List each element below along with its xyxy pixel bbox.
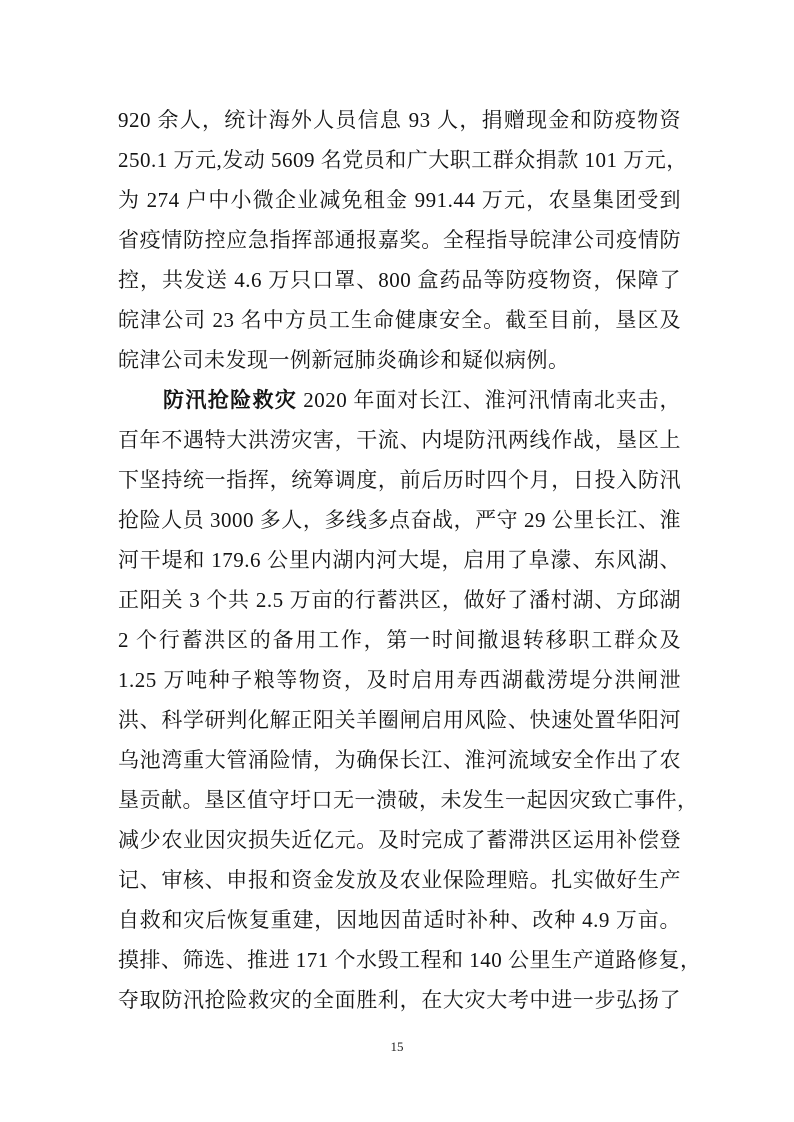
text-line: 920 余人，统计海外人员信息 93 人，捐赠现金和防疫物资 (118, 108, 681, 132)
text-line: 皖津公司未发现一例新冠肺炎确诊和疑似病例。 (118, 348, 570, 372)
text-line: 控，共发送 4.6 万只口罩、800 盒药品等防疫物资，保障了 (118, 268, 681, 292)
text-line: 洪、科学研判化解正阳关羊圈闸启用风险、快速处置华阳河 (118, 708, 681, 732)
text-line: 下坚持统一指挥，统筹调度，前后历时四个月，日投入防汛 (118, 468, 681, 492)
text-line: 2 个行蓄洪区的备用工作，第一时间撤退转移职工群众及 (118, 628, 681, 652)
text-block (118, 100, 702, 1020)
text-line: 减少农业因灾损失近亿元。及时完成了蓄滞洪区运用补偿登 (118, 828, 681, 852)
text-line: 乌池湾重大管涌险情，为确保长江、淮河流域安全作出了农 (118, 748, 681, 772)
text-line: 皖津公司 23 名中方员工生命健康安全。截至目前，垦区及 (118, 308, 681, 332)
paragraph-heading: 防汛抢险救灾 (163, 388, 298, 412)
text-line: 250.1 万元,发动 5609 名党员和广大职工群众捐款 101 万元， (118, 148, 688, 172)
text-line: 百年不遇特大洪涝灾害，干流、内堤防汛两线作战，垦区上 (118, 428, 681, 452)
text-line: 自救和灾后恢复重建，因地因苗适时补种、改种 4.9 万亩。 (118, 908, 681, 932)
text-line: 抢险人员 3000 多人，多线多点奋战，严守 29 公里长江、淮 (118, 508, 681, 532)
text-line: 摸排、筛选、推进 171 个水毁工程和 140 公里生产道路修复， (118, 948, 702, 972)
text-line: 垦贡献。垦区值守圩口无一溃破，未发生一起因灾致亡事件， (118, 788, 699, 812)
text-line: 1.25 万吨种子粮等物资，及时启用寿西湖截涝堤分洪闸泄 (118, 668, 681, 692)
text-line: 省疫情防控应急指挥部通报嘉奖。全程指导皖津公司疫情防 (118, 228, 681, 252)
text-line: 夺取防汛抢险救灾的全面胜利，在大灾大考中进一步弘扬了 (118, 988, 681, 1012)
text-line: 为 274 户中小微企业减免租金 991.44 万元，农垦集团受到 (118, 188, 681, 212)
text-line: 防汛抢险救灾 2020 年面对长江、淮河汛情南北夹击， (163, 388, 682, 412)
page-number: 15 (390, 1039, 404, 1054)
text-line: 记、审核、申报和资金发放及农业保险理赔。扎实做好生产 (118, 868, 681, 892)
text-line: 正阳关 3 个共 2.5 万亩的行蓄洪区，做好了潘村湖、方邱湖 (118, 588, 681, 612)
text-line: 河干堤和 179.6 公里内湖内河大堤，启用了阜濛、东风湖、 (118, 548, 681, 572)
